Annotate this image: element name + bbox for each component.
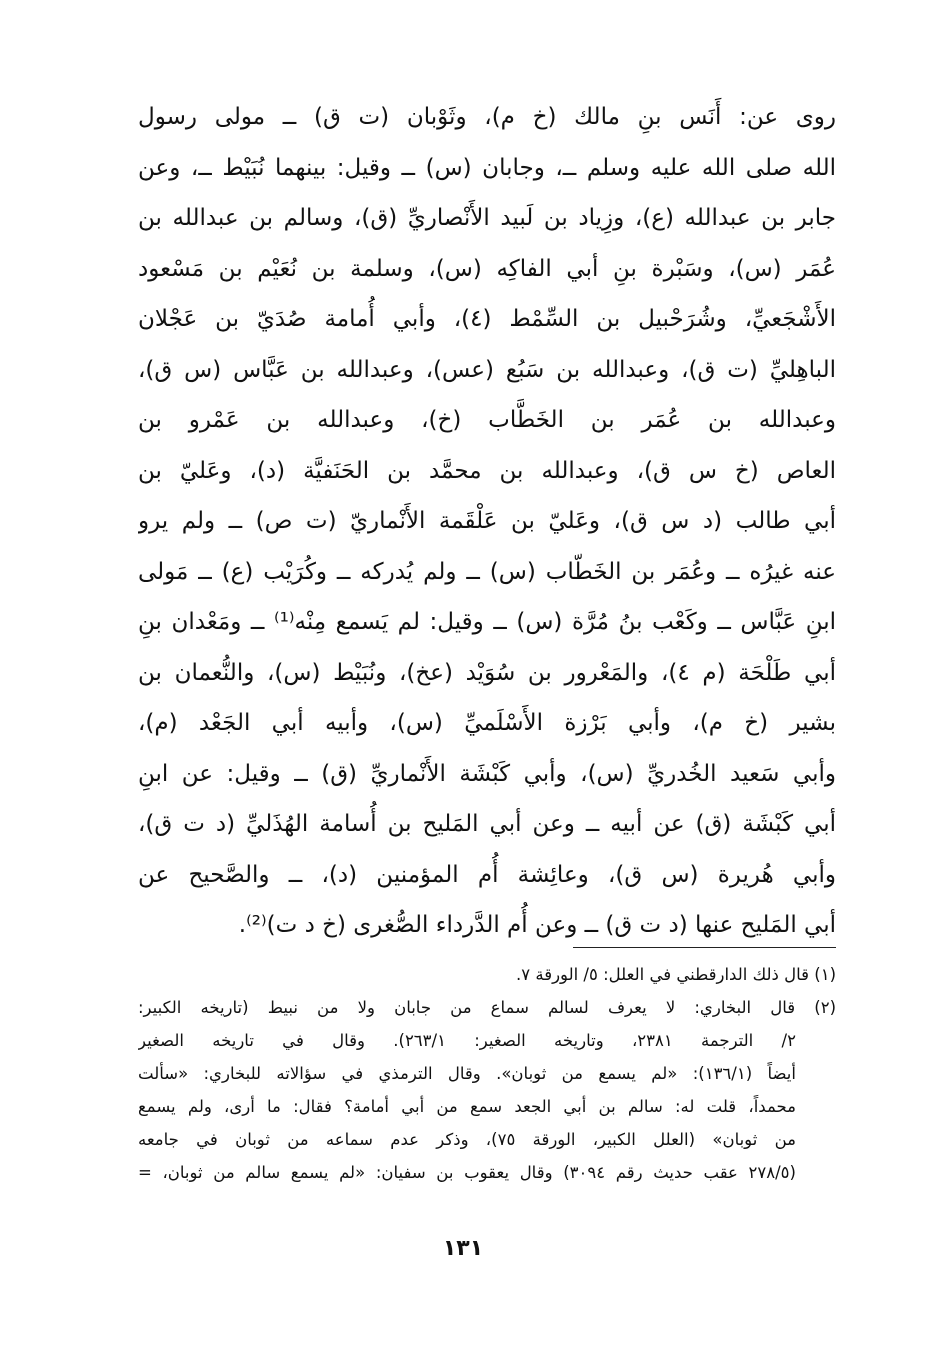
footnote-line: (٢٧٨/٥ عقب حديث رقم ٣٠٩٤) وقال يعقوب بن سفيان: «لم يسمع سالم من ثوبان، =: [138, 1163, 796, 1182]
footnote-line: من ثوبان» (العلل الكبير، الورقة ٧٥)، وذكر عدم سماعه من ثوبان في جامعه: [138, 1130, 796, 1149]
footnote-line: (٢) قال البخاري: لا يعرف لسالم سماع من جابان ولا من نبيط (تاريخه الكبير:: [138, 998, 836, 1017]
footnote-line: ٢/ الترجمة ٢٣٨١، وتاريخه الصغير: ٢٦٣/١). وقال في تاريخه الصغير: [138, 1031, 796, 1050]
footnote-line: محمداً، قلت له: سالم بن أبي الجعد سمع من أبي أمامة؟ فقال: ما أرى، ولم يسمع: [138, 1097, 796, 1116]
text-line: وأبي سَعيد الخُدريِّ (س)، وأبي كَبْشَة الأَنْماريِّ (ق) ــ وقيل: عن ابنِ: [138, 760, 836, 787]
text-line: أبي كَبْشَة (ق) عن أبيه ــ وعن أبي المَليح بن أُسامة الهُذَليِّ (د ت ق)،: [138, 811, 836, 837]
text-line: الله صلى الله عليه وسلم ــ، وجابان (س) ــ وقيل: بينهما نُبَيْط ــ، وعن: [138, 154, 836, 181]
page-number: ١٣١: [442, 1236, 484, 1261]
text-line: أبي طالب (د س ق)، وعَليّ بن عَلْقَمة الأَنْماريّ (ت ص) ــ ولم يرو: [138, 508, 836, 534]
footnotes: [138, 958, 836, 1189]
footnote-separator: [573, 947, 836, 948]
text-line: وأبي هُريرة (س ق)، وعائِشة أُم المؤمنين (د)، ــ والصَّحيح عن: [138, 861, 836, 888]
footnote-line: (١) قال ذلك الدارقطني في العلل: ٥/ الورقة ٧.: [515, 965, 836, 984]
text-line: عنه غيرُه ــ وعُمَر بن الخَطّاب (س) ــ ولم يُدركه ــ وكُرَيْب (ع) ــ مَولى: [138, 558, 836, 585]
text-line: وعبدالله بن عُمَر بن الخَطَّاب (خ)، وعبدالله بن عَمْرو بن: [138, 407, 836, 433]
text-line: عُمَر (س)، وسَبْرة بنِ أبي الفاكِه (س)، وسلمة بن نُعَيْم بن مَسْعود: [138, 255, 836, 282]
text-line: بشير (خ م)، وأبي بَرْزة الأَسْلَميِّ (س)، وأبيه أبي الجَعْد (م)،: [138, 710, 836, 736]
text-line: الباهِليِّ (ت ق)، وعبدالله بن سَبُع (عس)، وعبدالله بن عَبَّاس (س ق)،: [138, 356, 836, 383]
text-line: الأَشْجَعيِّ، وشُرَحْبيل بن السِّمْط (٤)، وأبي أُمامة صُدَيّ بن عَجْلان: [138, 306, 836, 332]
footnote-line: أيضاً (١٣٦/١): «لم يسمع من ثوبان». وقال الترمذي في سؤالاته للبخاري: «سألت: [138, 1064, 796, 1083]
text-line: أبي المَليح عنها (د ت ق) ــ وعن أُم الدَّرداء الصُّغرى (خ د ت)⁽²⁾.: [238, 912, 836, 938]
text-line: روى عن: أَنَس بنِ مالك (خ م)، وثَوْبان (ت ق) ــ مولى رسول: [138, 104, 836, 130]
main-text: [138, 92, 836, 951]
text-line: أبي طَلْحَة (م ٤)، والمَعْرور بن سُوَيْد (عخ)، ونُبَيْط (س)، والنُّعمان بن: [138, 659, 836, 686]
text-line: جابر بن عبدالله (ع)، وزِياد بن لَبيد الأَنْصاريِّ (ق)، وسالم بن عبدالله بن: [138, 205, 836, 231]
text-line: العاص (خ س ق)، وعبدالله بن محمَّد بن الحَنَفيَّة (د)، وعَليّ بن: [138, 457, 836, 484]
text-line: ابنِ عَبَّاس ــ وكَعْب بنُ مُرَّة (س) ــ وقيل: لم يَسمع مِنْه⁽¹⁾ ــ ومَعْدان بنِ: [138, 609, 836, 635]
